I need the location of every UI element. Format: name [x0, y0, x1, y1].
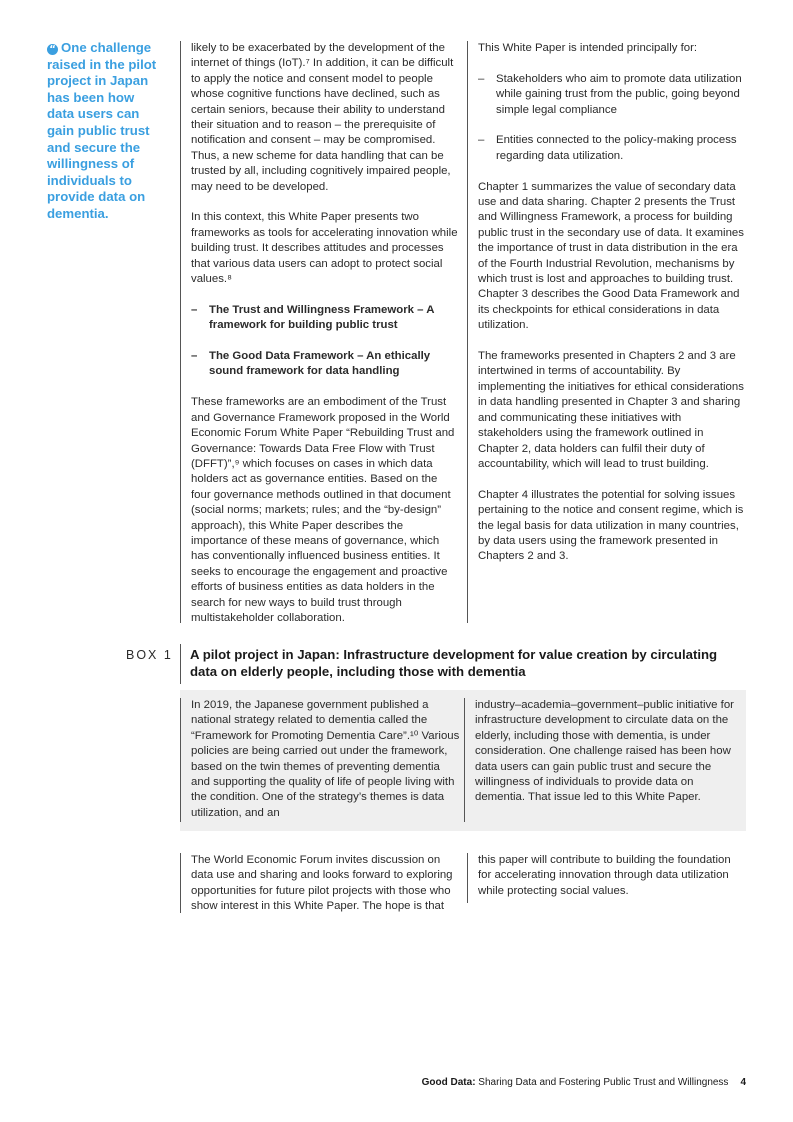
- box-divider: [180, 644, 181, 684]
- box-paragraph: In 2019, the Japanese government published a national strategy related to dementia called the “Framework for Promoting Dementia Care”.¹⁰ Various policies are being carried out under the framework, based on the twin themes of preventing dementia and supporting the quality of life of people living with the condition. One of the strategy’s themes is data utilization, and an: [191, 699, 460, 819]
- page-footer: [380, 1077, 746, 1088]
- pull-quote: [47, 40, 162, 223]
- paragraph: likely to be exacerbated by the development of the internet of things (IoT).⁷ In addition, it can be difficult to apply the notice and consent model to people whose cognitive functions have declined, such as certain seniors, because their ability to understand their situation and to reason – the prerequisite of notification and consent – may be compromised. Thus, a new scheme for data handling that can be trusted by all, including cognitively impaired people, may need to be developed.: [191, 42, 454, 193]
- paragraph: In this context, this White Paper presents two frameworks as tools for accelerating innovation while building trust. It describes attitudes and processes that various data users can adopt to protect social values.⁸: [191, 211, 458, 286]
- page-number: 4: [740, 1077, 746, 1088]
- box-column-left: [180, 698, 462, 822]
- box-title: A pilot project in Japan: Infrastructure development for value creation by circulating data on elderly people, including those with dementia: [190, 647, 718, 679]
- closing-column-left: [180, 853, 462, 913]
- framework-list-item: – The Good Data Framework – An ethically sound framework for data handling: [191, 349, 460, 380]
- closing-paragraph: this paper will contribute to building the foundation for accelerating innovation through data utilization while protecting social values.: [478, 854, 731, 897]
- footer-title: Sharing Data and Fostering Public Trust and Willingness: [475, 1077, 729, 1088]
- paragraph: The frameworks presented in Chapters 2 and 3 are intertwined in terms of accountability. By implementing the initiatives for ethical considerations in data handling presented in Chapter 3 and sharing and communicating these initiatives with stakeholders using the framework outlined in Chapter 2, data holders can fulfil their duty of accountability, which will lead to trust building.: [478, 350, 744, 470]
- closing-paragraph: The World Economic Forum invites discussion on data use and sharing and looks forward to exploring opportunities for future pilot projects with those who show interest in this White Paper. The hope is that: [191, 854, 453, 913]
- paragraph: Chapter 4 illustrates the potential for solving issues pertaining to the notice and consent regime, which is the legal basis for data utilization in many countries, by data users using the framework presented in Chapters 2 and 3.: [478, 488, 744, 563]
- audience-list-item: – Entities connected to the policy-making process regarding data utilization.: [478, 133, 747, 164]
- paragraph: These frameworks are an embodiment of the Trust and Governance Framework proposed in the World Economic Forum White Paper “Rebuilding Trust and Governance: Towards Data Free Flow with Trust (DFFT)”,⁹ which focuses on cases in which data holders act as governance entities. Based on the four governance methods outlined in that document (social norms; markets; rules; and the “by-design” approach), this White Paper describes the importance of these means of governance, which has conventionally influenced business entities. It seeks to encourage the engagement and proactive efforts of business entities as data holders in the search for new ways to build trust through multistakeholder collaboration.: [191, 396, 455, 624]
- box-label: BOX 1: [126, 648, 173, 662]
- body-column-left: [180, 41, 460, 623]
- body-column-right: [467, 41, 747, 623]
- paragraph: Chapter 1 summarizes the value of secondary data use and data sharing. Chapter 2 presents the Trust and Willingness Framework, a process for building public trust in the secondary use of data. It examines the importance of trust in data distribution in the era of the Fourth Industrial Revolution, mechanisms by which trust is lost and approaches to building trust. Chapter 3 describes the Good Data Framework and its checkpoints for ethical considerations in data utilization.: [478, 180, 744, 332]
- framework-list-item: – The Trust and Willingness Framework – A framework for building public trust: [191, 303, 460, 334]
- footer-title-bold: Good Data:: [421, 1077, 476, 1088]
- quote-icon: “: [47, 44, 58, 55]
- box-paragraph: industry–academia–government–public initiative for infrastructure development to circulate data on the elderly, including those with dementia, is under consideration. One challenge raised has been how data users can gain public trust and secure the willingness of individuals to provide data on dementia. That issue led to this White Paper.: [475, 699, 734, 804]
- box-column-right: [464, 698, 746, 822]
- pull-quote-text: One challenge raised in the pilot project in Japan has been how data users can gain public trust and secure the willingness of individuals to provide data on dementia.: [47, 40, 157, 221]
- audience-list-item: – Stakeholders who aim to promote data utilization while gaining trust from the public, going beyond simple legal compliance: [478, 72, 747, 118]
- paragraph: This White Paper is intended principally for:: [478, 42, 698, 54]
- closing-column-right: [467, 853, 747, 903]
